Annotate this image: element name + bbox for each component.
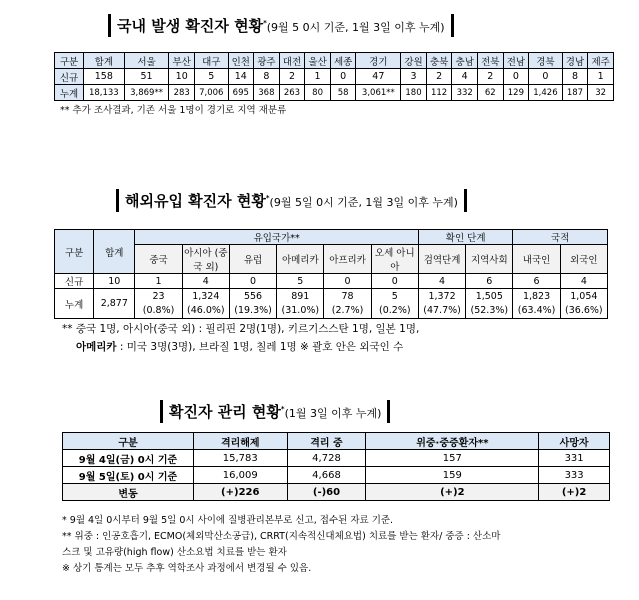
row-label: 변동 xyxy=(63,484,194,501)
value-cell: (-)60 xyxy=(287,484,366,501)
value-cell: 7,006 xyxy=(195,85,229,101)
title-text: 확진자 관리 현황 xyxy=(169,403,281,421)
header-cell: 강원 xyxy=(401,53,427,69)
value-cell: 3 xyxy=(401,69,427,85)
header-cell: 울산 xyxy=(305,53,331,69)
overseas-note-line2 xyxy=(76,340,403,355)
subheader-cell: 아시아 (중국 외) xyxy=(182,245,229,274)
value-cell: 187 xyxy=(562,85,588,101)
header-cell: 경북 xyxy=(529,53,563,69)
cum-value-cell: 1,505 xyxy=(466,289,513,304)
cum-pct-cell: (52.3%) xyxy=(466,304,513,319)
value-cell: 331 xyxy=(539,450,610,467)
value-cell: 1 xyxy=(588,69,614,85)
title-mark: * xyxy=(280,405,285,413)
new-value-cell: 0 xyxy=(229,274,276,289)
value-cell: 4,728 xyxy=(287,450,366,467)
title-subtitle: (9월 5 0시 기준, 1월 3일 이후 누계) xyxy=(266,21,445,34)
cum-value-cell: 1,054 xyxy=(560,289,607,304)
title-text: 국내 발생 확진자 현황 xyxy=(117,17,264,35)
header-cell: 제주 xyxy=(588,53,614,69)
overseas-note-line1: ** 중국 1명, 아시아(중국 외) : 필리핀 2명(1명), 키르기스스탄 1명, 일본 1명, xyxy=(62,323,420,335)
row-label: 누계 xyxy=(55,85,84,101)
new-value-cell: 4 xyxy=(560,274,607,289)
col-confirm-stage: 확인 단계 xyxy=(418,230,513,245)
header-cell: 경기 xyxy=(356,53,401,69)
col-nationality: 국적 xyxy=(513,230,608,245)
header-cell: 세종 xyxy=(330,53,356,69)
value-cell: 0 xyxy=(330,69,356,85)
subheader-cell: 아메리카 xyxy=(277,245,324,274)
header-cell: 구분 xyxy=(63,433,194,450)
value-cell: 129 xyxy=(503,85,529,101)
header-cell: 서울 xyxy=(124,53,169,69)
subheader-cell: 지역사회 xyxy=(466,245,513,274)
cum-pct-cell: (2.7%) xyxy=(324,304,371,319)
value-cell: 15,783 xyxy=(194,450,288,467)
cum-pct-cell: (36.6%) xyxy=(560,304,607,319)
row-cum-total: 2,877 xyxy=(94,289,135,319)
row-new-label: 신규 xyxy=(55,274,94,289)
header-cell: 경남 xyxy=(562,53,588,69)
header-cell: 인천 xyxy=(228,53,254,69)
overseas-cases-table xyxy=(54,229,608,319)
cum-pct-cell: (19.3%) xyxy=(229,304,276,319)
value-cell: 32 xyxy=(588,85,614,101)
value-cell: (+)2 xyxy=(539,484,610,501)
title-text: 해외유입 확진자 현황 xyxy=(125,192,266,210)
value-cell: 51 xyxy=(124,69,169,85)
col-inflow-country: 유입국가** xyxy=(135,230,419,245)
cum-pct-cell: (0.8%) xyxy=(135,304,182,319)
value-cell: 2 xyxy=(279,69,305,85)
value-cell: (+)2 xyxy=(366,484,539,501)
header-cell: 격리해제 xyxy=(194,433,288,450)
management-note-2: ** 위중 : 인공호흡기, ECMO(체외막산소공급), CRRT(지속적신대체요법) 치료를 받는 환자/ 중증 : 산소마 xyxy=(62,531,501,542)
value-cell: 112 xyxy=(426,85,452,101)
value-cell: 16,009 xyxy=(194,467,288,484)
header-cell: 구분 xyxy=(55,53,84,69)
value-cell: 5 xyxy=(195,69,229,85)
col-total: 합계 xyxy=(94,230,135,274)
domestic-cases-table xyxy=(54,52,614,101)
cum-pct-cell: (31.0%) xyxy=(277,304,324,319)
header-cell: 위중·중증환자** xyxy=(366,433,539,450)
domestic-section-title xyxy=(108,14,454,37)
row-label: 9월 4일(금) 0시 기준 xyxy=(63,450,194,467)
header-cell: 격리 중 xyxy=(287,433,366,450)
cum-value-cell: 1,324 xyxy=(182,289,229,304)
row-label: 9월 5일(토) 0시 기준 xyxy=(63,467,194,484)
value-cell: 18,133 xyxy=(84,85,125,101)
header-cell: 충북 xyxy=(426,53,452,69)
domestic-note: ** 추가 조사결과, 기존 서울 1명이 경기로 지역 재분류 xyxy=(60,105,287,116)
col-gubun: 구분 xyxy=(55,230,94,274)
value-cell: 263 xyxy=(279,85,305,101)
new-value-cell: 0 xyxy=(371,274,418,289)
value-cell: 368 xyxy=(254,85,280,101)
new-value-cell: 4 xyxy=(182,274,229,289)
header-cell: 충남 xyxy=(452,53,478,69)
value-cell: 159 xyxy=(366,467,539,484)
cum-value-cell: 5 xyxy=(371,289,418,304)
value-cell: 10 xyxy=(169,69,195,85)
subheader-cell: 유럽 xyxy=(229,245,276,274)
header-cell: 전북 xyxy=(478,53,504,69)
management-note-4: ※ 상기 통계는 모두 추후 역학조사 과정에서 변경될 수 있음. xyxy=(62,563,312,574)
overseas-section-title xyxy=(116,189,467,212)
row-label: 신규 xyxy=(55,69,84,85)
header-cell: 부산 xyxy=(169,53,195,69)
title-mark: * xyxy=(263,19,267,27)
cum-value-cell: 556 xyxy=(229,289,276,304)
value-cell: 3,061** xyxy=(356,85,401,101)
header-cell: 광주 xyxy=(254,53,280,69)
value-cell: 0 xyxy=(529,69,563,85)
value-cell: 283 xyxy=(169,85,195,101)
value-cell: 80 xyxy=(305,85,331,101)
cum-pct-cell: (63.4%) xyxy=(513,304,560,319)
cum-value-cell: 1,823 xyxy=(513,289,560,304)
value-cell: 157 xyxy=(366,450,539,467)
value-cell: 158 xyxy=(84,69,125,85)
header-cell: 대전 xyxy=(279,53,305,69)
value-cell: 4,668 xyxy=(287,467,366,484)
new-value-cell: 6 xyxy=(466,274,513,289)
value-cell: 1 xyxy=(305,69,331,85)
value-cell: 1,426 xyxy=(529,85,563,101)
value-cell: 14 xyxy=(228,69,254,85)
value-cell: 2 xyxy=(426,69,452,85)
title-mark: * xyxy=(265,194,270,202)
cum-value-cell: 1,372 xyxy=(418,289,465,304)
value-cell: 62 xyxy=(478,85,504,101)
value-cell: 8 xyxy=(254,69,280,85)
new-value-cell: 1 xyxy=(135,274,182,289)
subheader-cell: 내국인 xyxy=(513,245,560,274)
value-cell: 58 xyxy=(330,85,356,101)
subheader-cell: 검역단계 xyxy=(418,245,465,274)
value-cell: 8 xyxy=(562,69,588,85)
management-table xyxy=(62,432,610,501)
value-cell: 0 xyxy=(503,69,529,85)
cum-value-cell: 23 xyxy=(135,289,182,304)
value-cell: 695 xyxy=(228,85,254,101)
header-cell: 대구 xyxy=(195,53,229,69)
management-note-1: * 9월 4일 0시부터 9월 5일 0시 사이에 질병관리본부로 신고, 접수된 자료 기준. xyxy=(62,515,394,526)
new-value-cell: 5 xyxy=(277,274,324,289)
cum-value-cell: 78 xyxy=(324,289,371,304)
subheader-cell: 오세 아니아 xyxy=(371,245,418,274)
management-section-title xyxy=(160,400,390,423)
title-subtitle: (9월 5일 0시 기준, 1월 3일 이후 누계) xyxy=(269,196,458,209)
value-cell: 2 xyxy=(478,69,504,85)
value-cell: 333 xyxy=(539,467,610,484)
value-cell: 47 xyxy=(356,69,401,85)
subheader-cell: 중국 xyxy=(135,245,182,274)
row-cum-label: 누계 xyxy=(55,289,94,319)
value-cell: 4 xyxy=(452,69,478,85)
row-new-total: 10 xyxy=(94,274,135,289)
cum-pct-cell: (47.7%) xyxy=(418,304,465,319)
value-cell: 180 xyxy=(401,85,427,101)
value-cell: 332 xyxy=(452,85,478,101)
subheader-cell: 아프리카 xyxy=(324,245,371,274)
new-value-cell: 6 xyxy=(513,274,560,289)
management-note-3: 스크 및 고유량(high flow) 산소요법 치료를 받는 환자 xyxy=(62,547,287,558)
value-cell: 3,869** xyxy=(124,85,169,101)
header-cell: 전남 xyxy=(503,53,529,69)
value-cell: (+)226 xyxy=(194,484,288,501)
title-subtitle: (1월 3일 이후 누계) xyxy=(284,407,382,420)
header-cell: 사망자 xyxy=(539,433,610,450)
cum-pct-cell: (0.2%) xyxy=(371,304,418,319)
cum-pct-cell: (46.0%) xyxy=(182,304,229,319)
cum-value-cell: 891 xyxy=(277,289,324,304)
new-value-cell: 4 xyxy=(418,274,465,289)
new-value-cell: 0 xyxy=(324,274,371,289)
header-cell: 합계 xyxy=(84,53,125,69)
note-rest: : 미국 3명(3명), 브라질 1명, 칠레 1명 ※ 괄호 안은 외국인 수 xyxy=(116,341,404,353)
subheader-cell: 외국인 xyxy=(560,245,607,274)
note-bold: 아메리카 xyxy=(76,341,117,353)
